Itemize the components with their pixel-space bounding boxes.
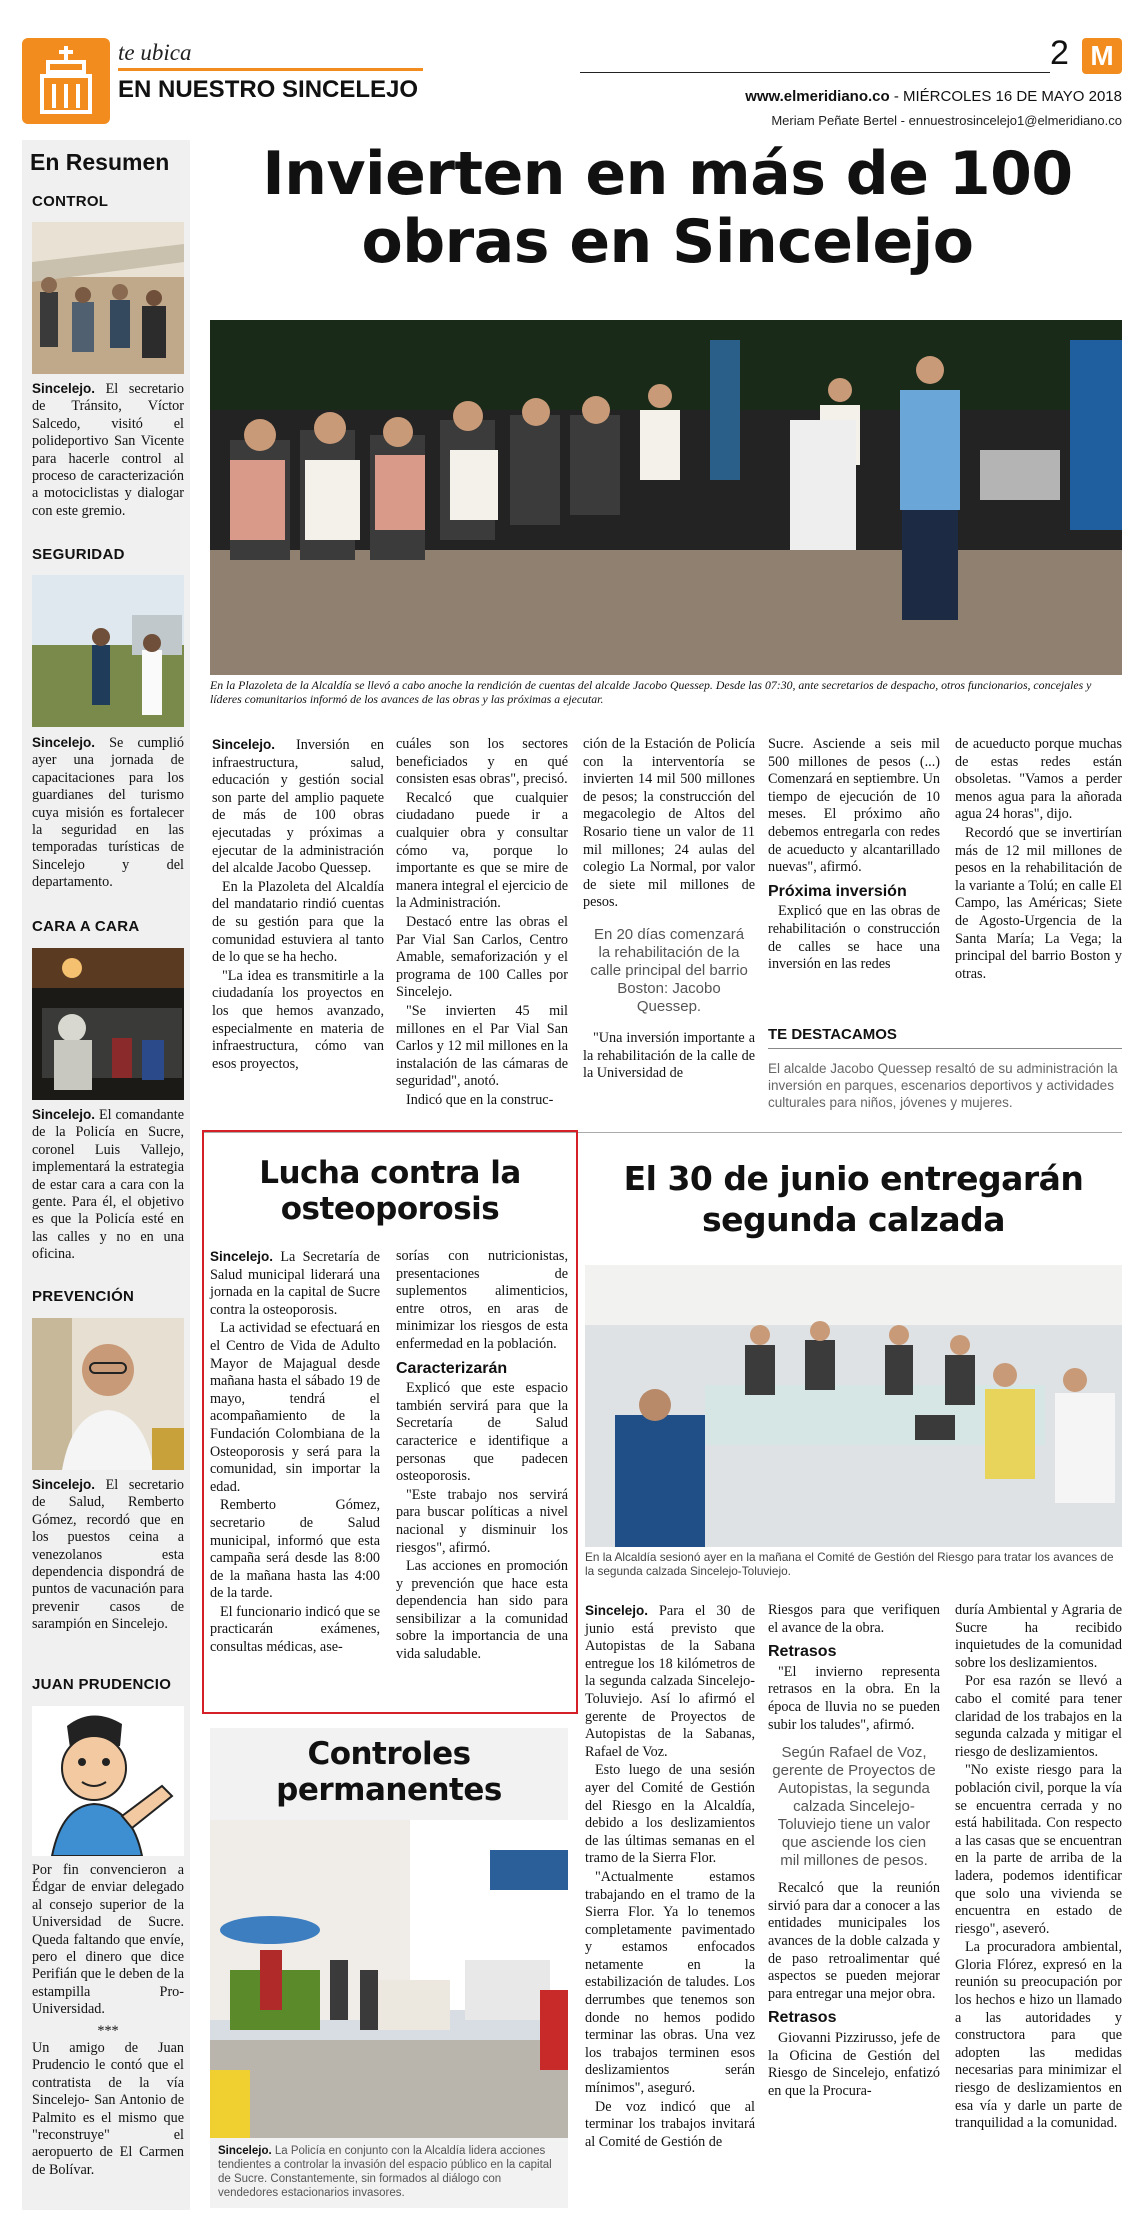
- page-number: 2: [1050, 34, 1069, 72]
- main-subhead: Próxima inversión: [768, 882, 907, 900]
- calzada-col-a: Sincelejo. Para el 30 de junio está previsto que Autopistas de la Sabana entregue los 18 kilómetros de la segunda calzada Sincelejo-Toluviejo. Así lo afirmó el gerente de Proyectos de Autopistas de la Sabanas, Rafael de Voz. Esto luego de una sesión ayer del Comité de Gestión del Riesgo en la Alcaldía, debido a los deslizamientos de las últimas semanas en el tramo de la Sierra Flor. "Actualmente estamos trabajando en el tramo de la Sierra Flor. Ya lo tenemos completamente pavimentado y estamos enfocados netamente en la estabilización de taludes. Los derrumbes que tenemos son donde no hemos podido terminar las obras. Una vez los trabajos terminen esos deslizamientos serán mínimos", aseguró. De voz indicó que al terminar los trabajos invitará al Comité de Gestión de: [585, 1603, 755, 2150]
- main-col-5: de acueducto porque muchas de estas redes están obsoletas. "Vamos a perder menos agua para la añorada agua 24 horas", dijo. Recordó que se invertirían más de 12 mil millones de pesos en la rehabilitación de la variante a Tolú; en calle El Campo, las Américas; Siete de Agosto-Urgencia de la Santa María; La Vega; la principal del barrio Boston y otras.: [955, 736, 1122, 982]
- main-headline: Invierten en más de 100 obras en Sincelejo: [262, 139, 1073, 277]
- sidebar-heading: CARA A CARA: [32, 918, 140, 935]
- sidebar-photo-prevencion: [32, 1318, 184, 1470]
- main-col-4: Sucre. Asciende a seis mil 500 millones de pesos (...) Comenzará en septiembre. Un tiempo de ejecución de 10 meses. El próximo año debemos entregarla con redes de acueducto y alcantarillado nuevas", afirmó. Próxima inversión Explicó que en las obras de rehabilitación o construcción de calles se hace una inversión en las redes: [768, 736, 940, 973]
- calzada-col-c: duría Ambiental y Agraria de Sucre ha recibido inquietudes de la comunidad sobre los deslizamientos. Por esa razón se llevó a cabo el comité para tener claridad de los trabajos en la segunda calzada y mitigar el riesgo de deslizamientos. "No existe riesgo para la población civil, porque la vía se encuentra cerrada y no está habilitada. Con respecto a las casas que se encuentran en la parte de arriba de la ladera, podemos identificar que solo una vivienda se encuentra en estado de riesgo", aseveró. La procuradora ambiental, Gloria Flórez, expresó en la reunión su preocupación por los hechos e hizo un llamado a las autoridades y constructora para que adopten las medidas necesarias para minimizar el riesgo de deslizamientos en esa vía y darle un parte de tranquilidad a la comunidad.: [955, 1602, 1122, 2132]
- sidebar-photo-security: [32, 575, 184, 727]
- sidebar-text: Sincelejo. Se cumplió ayer una jornada de capacitaciones para los guardianes del turismo cuya misión es fortalecer la seguridad en las temporadas turísticas de Sincelejo y del departamento.: [32, 735, 184, 891]
- destacamos-text: El alcalde Jacobo Quessep resaltó de su administración la inversión en parques, escenarios deportivos y actividades culturales para niños, jóvenes y mujeres.: [768, 1061, 1118, 1110]
- destacamos-rule: [768, 1048, 1122, 1049]
- sidebar-heading: PREVENCIÓN: [32, 1288, 135, 1305]
- calzada-subhead: Retrasos: [768, 1643, 837, 1661]
- main-photo: [210, 320, 1122, 675]
- sidebar-text: Por fin convencieron a Édgar de enviar delegado al consejo superior de la Universidad de Sucre. Queda faltando que envíe, pero el dinero que dice Perifián que le deben de la estampilla Pro-Universidad.: [32, 1862, 184, 2018]
- controles-photo: [210, 1820, 568, 2138]
- calzada-subhead: Retrasos: [768, 2009, 837, 2027]
- sidebar-photo-control: [32, 222, 184, 374]
- controles-caption: Sincelejo. La Policía en conjunto con la Alcaldía lidera acciones tendientes a controlar la invasión del espacio público en la capital de Sucre. Constantemente, sin formados al diálogo con vendedores estacionarios invasores.: [218, 2145, 552, 2199]
- section-kicker: te ubica: [118, 40, 192, 65]
- brand-logo: M: [1082, 38, 1122, 74]
- website-link[interactable]: www.elmeridiano.co: [745, 88, 890, 105]
- destacamos-label: TE DESTACAMOS: [768, 1026, 897, 1043]
- byline: Meriam Peñate Bertel - ennuestrosincelejo1@elmeridiano.co: [771, 113, 1122, 128]
- sidebar-title: En Resumen: [30, 149, 170, 175]
- main-col-1: Sincelejo. Inversión en infraestructura, salud, educación y gestión social son parte del amplio paquete de más de 100 obras ejecutadas y próximas a ejecutar de la administración del alcalde Jacobo Quessep. En la Plazoleta del Alcaldía del mandatario rindió cuentas de su gestión para que la comunidad estuviera al tanto de lo que se ha hecho. "La idea es transmitirle a la ciudadanía los proyectos en los que hemos avanzado, especialmente en materia de infraestructura, cómo van esos proyectos,: [212, 737, 384, 1072]
- sidebar-text: Sincelejo. El comandante de la Policía en Sucre, coronel Luis Vallejo, implementará la estrategia de estar cara a cara con la gente. Para él, el objetivo es que la Policía esté en las calles y no en una oficina.: [32, 1107, 184, 1263]
- controles-headline: Controles permanentes: [276, 1736, 502, 1808]
- sidebar-text: Sincelejo. El secretario de Tránsito, Víctor Salcedo, visitó el polideportivo San Vicente para hacerle control al proceso de caracterización a motociclistas y dialogar con este gremio.: [32, 381, 184, 519]
- sidebar-text: Sincelejo. El secretario de Salud, Remberto Gómez, recordó que en los puestos ceina a venezolanos esta dependencia dispondrá de puntos de vacunación para prevenir casos de sarampión en Sincelejo.: [32, 1477, 184, 1633]
- sidebar-photo-cara-a-cara: [32, 948, 184, 1100]
- sidebar-heading: SEGURIDAD: [32, 546, 125, 563]
- juan-prudencio-cartoon: [32, 1706, 184, 1856]
- sidebar-text: Un amigo de Juan Prudencio le contó que el contratista de la vía Sincelejo- San Antonio de Palmito es el mismo que "reconstruye" el aeropuerto de El Carmen de Bolívar.: [32, 2040, 184, 2178]
- calzada-col-b: Riesgos para que verifiquen el avance de la obra. Retrasos "El invierno representa retrasos en la obra. En la época de lluvia no se pueden subir los taludes", afirmó. Según Rafael de Voz, gerente de Proyectos de Autopistas, la segunda calzada Sincelejo-Toluviejo tiene un valor que asciende los cien mil millones de pesos. Recalcó que la reunión sirvió para dar a conocer a las entidades municipales los avances de la doble calzada y de paso retroalimentar qué aspectos se pueden mejorar para entregar una mejor obra. Retrasos Giovanni Pizzirusso, jefe de la Oficina de Gestión del Riesgo de Sincelejo, enfatizó en que la Procura-: [768, 1602, 940, 2099]
- header-rule: [580, 72, 1050, 73]
- main-photo-caption: En la Plazoleta de la Alcaldía se llevó a cabo anoche la rendición de cuentas del alcalde Jacobo Quessep. Desde las 07:30, ante secretarios de despacho, otros funcionarios, concejales y líderes comunitarios informó de los avances de las obras y las próximas a ejecutar.: [210, 678, 1092, 706]
- main-col-2: cuáles son los sectores beneficiados y en qué consisten esas obras", precisó. Recalcó que cualquier ciudadano puede ir a cualquier obra y consultar cómo va, porque lo importante es que se mire de manera integral el ejercicio de la Administración. Destacó entre las obras el Par Vial San Carlos, Centro Amable, semaforización y el programa de 100 Calles por Sincelejo. "Se invierten 45 mil millones en el Par Vial San Carlos y 12 mil millones en la instalación de las cámaras de seguridad", anotó. Indicó que en la construc-: [396, 736, 568, 1108]
- section-title: EN NUESTRO SINCELEJO: [118, 76, 419, 103]
- sidebar-heading: JUAN PRUDENCIO: [32, 1676, 172, 1693]
- osteo-subhead: Caracterizarán: [396, 1359, 508, 1377]
- main-col-3: ción de la Estación de Policía con la interventoría se invierten 14 mil 500 millones de pesos; la construcción del megacolegio de Altos del Rosario tiene un valor de 11 mil millones; 24 aulas del colegio La Normal, por valor de siete mil millones de pesos. En 20 días comenzará la rehabilitación de la calle principal del barrio Boston: Jacobo Quessep. "Una inversión importante a la rehabilitación de la calle de la Universidad de: [583, 736, 755, 1082]
- sidebar-stars: ***: [97, 2023, 119, 2039]
- calzada-caption: En la Alcaldía sesionó ayer en la mañana el Comité de Gestión del Riesgo para tratar los avances de la segunda calzada Sincelejo-Toluviejo.: [585, 1550, 1114, 1578]
- calzada-headline: El 30 de junio entregarán segunda calzada: [623, 1159, 1084, 1239]
- issue-date: MIÉRCOLES 16 DE MAYO 2018: [903, 88, 1122, 105]
- main-pull-quote: En 20 días comenzará la rehabilitación de la calle principal del barrio Boston: Jacobo Quessep.: [590, 925, 748, 1015]
- calzada-photo: [585, 1265, 1122, 1547]
- section-logo-icon: [22, 38, 110, 124]
- osteoporosis-headline: Lucha contra la osteoporosis: [259, 1155, 521, 1227]
- sidebar-heading: CONTROL: [32, 193, 109, 210]
- osteo-col-b: sorías con nutricionistas, presentaciones de suplementos alimenticios, entre otros, en aras de minimizar los riesgos de esta enfermedad en la población. Caracterizarán Explicó que este espacio también servirá para que la Secretaría de Salud caracterice e identifique a personas que padecen osteoporosis. "Este trabajo nos servirá para buscar políticas a nivel nacional y disminuir los riesgos", afirmó. Las acciones en promoción y prevención que hace esta dependencia han sido para sensibilizar a la comunidad sobre la importancia de una vida saludable.: [396, 1248, 568, 1663]
- calzada-pull-quote: Según Rafael de Voz, gerente de Proyectos de Autopistas, la segunda calzada Sincelejo-Toluviejo tiene un valor que asciende los cien mil millones de pesos.: [772, 1744, 936, 1870]
- osteo-col-a: Sincelejo. La Secretaría de Salud municipal liderará una jornada en la capital de Sucre contra la osteoporosis. La actividad se efectuará en el Centro de Vida de Adulto Mayor de Majagual desde mañana hasta el sábado 19 de mayo, tendrá el acompañamiento de la Fundación Colombiana de la Osteoporosis y será para la comunidad, sin importar la edad. Remberto Gómez, secretario de Salud municipal, informó que esta campaña será desde las 8:00 de la mañana hasta las 4:00 de la tarde. El funcionario indicó que se practicarán exámenes, consultas médicas, ase-: [210, 1249, 380, 1656]
- header-dateline: www.elmeridiano.co - MIÉRCOLES 16 DE MAYO 2018: [745, 88, 1122, 105]
- section-divider: [118, 68, 423, 71]
